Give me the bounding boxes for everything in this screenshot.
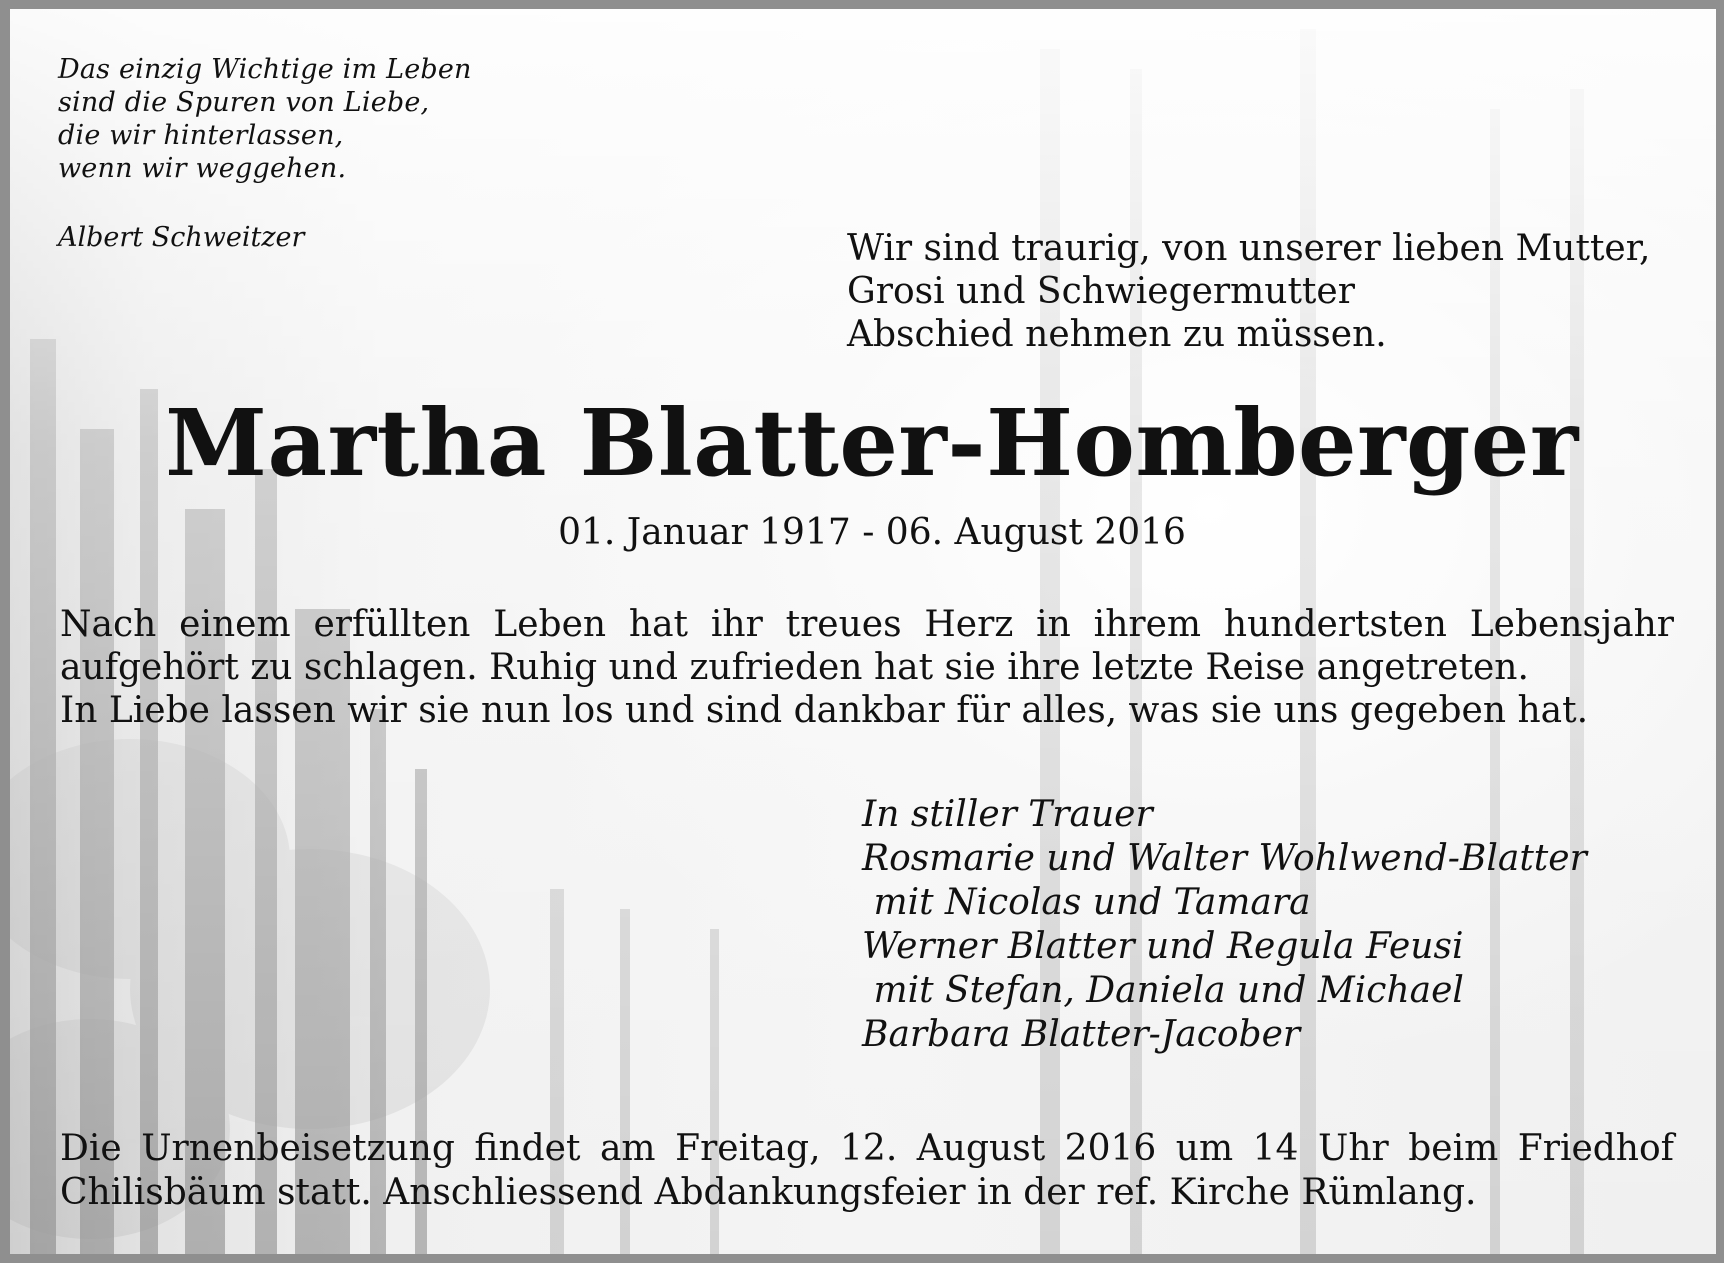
intro-line: Grosi und Schwiegermutter [847, 271, 1355, 312]
body-line: aufgehört zu schlagen. Ruhig und zufrieden hat sie ihre letzte Reise angetreten. [60, 647, 1529, 688]
quote-author: Albert Schweitzer [58, 222, 305, 253]
intro-line: Wir sind traurig, von unserer lieben Mutter, [847, 228, 1651, 269]
intro-text [847, 227, 1650, 356]
obituary-body [60, 603, 1674, 732]
quote-line: sind die Spuren von Liebe, [58, 87, 430, 118]
quote-line: Das einzig Wichtige im Leben [58, 54, 472, 85]
funeral-line: Die Urnenbeisetzung findet am Freitag, 12. August 2016 um 14 Uhr beim Friedhof [60, 1128, 1674, 1169]
mourners-line: In stiller Trauer [862, 794, 1153, 835]
funeral-notice [60, 1127, 1674, 1215]
body-line: In Liebe lassen wir sie nun los und sind dankbar für alles, was sie uns gegeben hat. [60, 690, 1589, 731]
quote-line: die wir hinterlassen, [58, 120, 344, 151]
intro-line: Abschied nehmen zu müssen. [847, 314, 1387, 355]
funeral-line: Chilisbäum statt. Anschliessend Abdankungsfeier in der ref. Kirche Rümlang. [60, 1172, 1477, 1213]
mourners-line: mit Nicolas und Tamara [862, 882, 1311, 923]
mourners-line: Werner Blatter und Regula Feusi [862, 926, 1464, 967]
mourners-line: Rosmarie und Walter Wohlwend-Blatter [862, 838, 1587, 879]
mourners-line: Barbara Blatter-Jacober [862, 1014, 1301, 1055]
quote-line: wenn wir weggehen. [58, 153, 347, 184]
mourners-line: mit Stefan, Daniela und Michael [862, 970, 1464, 1011]
deceased-name: Martha Blatter-Homberger [165, 389, 1579, 497]
mourners-list [862, 793, 1587, 1057]
life-dates: 01. Januar 1917 - 06. August 2016 [558, 512, 1186, 553]
body-line: Nach einem erfüllten Leben hat ihr treues Herz in ihrem hundertsten Lebensjahr [60, 604, 1674, 645]
memorial-quote [58, 53, 472, 185]
